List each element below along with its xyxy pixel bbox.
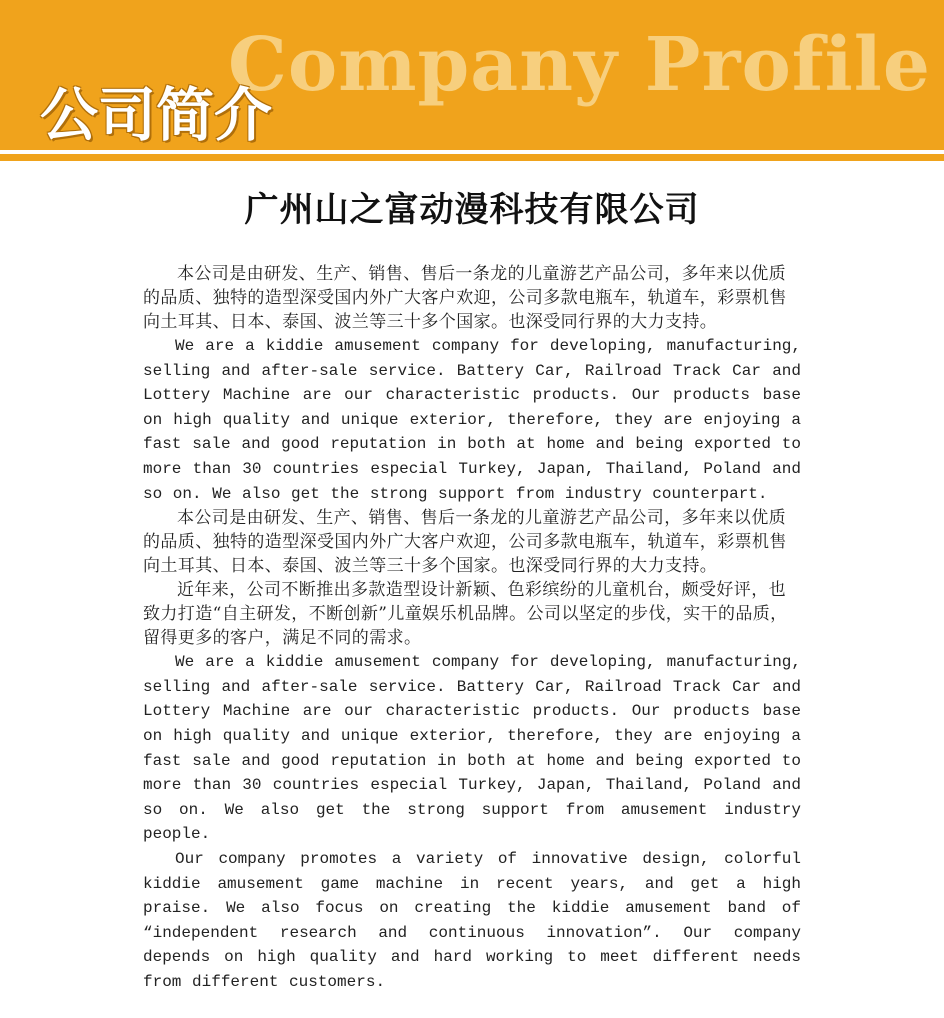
company-name-heading: 广州山之富动漫科技有限公司: [244, 190, 700, 230]
paragraph-zh-intro-repeat: 本公司是由研发、生产、销售、售后一条龙的儿童游艺产品公司，多年来以优质的品质、独特的造型深受国内外广大客户欢迎，公司多款电瓶车，轨道车，彩票机售向土耳其、日本、泰国、波兰等三十多个国家。也深受同行界的大力支持。: [143, 508, 787, 577]
paragraph-en-intro: We are a kiddie amusement company for developing, manufacturing, selling and after-sale service. Battery Car, Railroad Track Car and Lottery Machine are our characteristic products. Our products base on high quality and unique exterior, therefore, they are enjoying a fast sale and good reputation in both at home and being exported to more than 30 countries especial Turkey, Japan, Thailand, Poland and so on. We also get the strong support from industry counterpart.: [143, 337, 801, 503]
banner-title: 公司简介: [40, 81, 273, 149]
paragraph-zh-recent: 近年来，公司不断推出多款造型设计新颖、色彩缤纷的儿童机台，颇受好评，也致力打造“自主研发，不断创新”儿童娱乐机品牌。公司以坚定的步伐，实干的品质，留得更多的客户，满足不同的需求。: [143, 580, 788, 649]
header-divider-orange: [0, 154, 944, 161]
paragraph-zh-intro: 本公司是由研发、生产、销售、售后一条龙的儿童游艺产品公司，多年来以优质的品质、独特的造型深受国内外广大客户欢迎，公司多款电瓶车，轨道车，彩票机售向土耳其、日本、泰国、波兰等三十多个国家。也深受同行界的大力支持。: [143, 264, 787, 332]
paragraph-en-intro-repeat: We are a kiddie amusement company for developing, manufacturing, selling and after-sale service. Battery Car, Railroad Track Car and Lottery Machine are our characteristic products. Our products base on high quality and unique exterior, therefore, they are enjoying a fast sale and good reputation in both at home and being exported to more than 30 countries especial Turkey, Japan, Thailand, Poland and so on. We also get the strong support from amusement industry people.: [143, 653, 801, 844]
paragraph-en-recent: Our company promotes a variety of innovative design, colorful kiddie amusement game machine in recent years, and get a high praise. We also focus on creating the kiddie amusement band of “independent research and continuous innovation”. Our company depends on high quality and hard working to meet different needs from different customers.: [143, 849, 801, 991]
header-banner: [0, 0, 944, 150]
banner-watermark-text: Company Profile: [228, 22, 931, 108]
profile-body: [143, 262, 801, 994]
